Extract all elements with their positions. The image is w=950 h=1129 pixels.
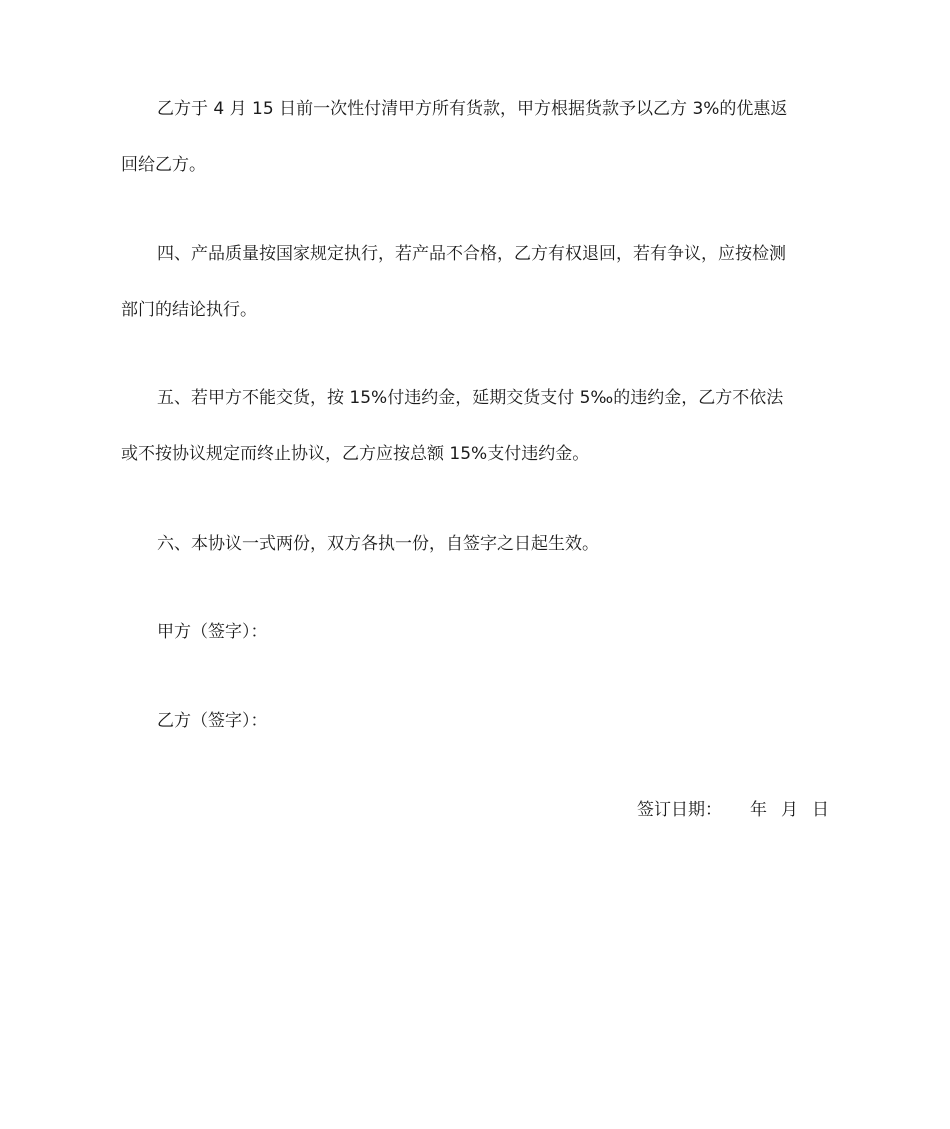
clause-penalty-line-1: 五、若甲方不能交货，按 15%付违约金，延期交货支付 5‰的违约金，乙方不依法 (157, 388, 784, 408)
signing-date-year: 年 (750, 800, 767, 820)
party-a-signature-label: 甲方（签字）： (157, 622, 268, 642)
clause-payment-line-2: 回给乙方。 (121, 155, 206, 175)
signing-date (637, 798, 829, 822)
clause-penalty-line-2: 或不按协议规定而终止协议，乙方应按总额 15%支付违约金。 (121, 444, 590, 464)
signing-date-label: 签订日期： (637, 800, 722, 820)
clause-effective-line-1: 六、本协议一式两份，双方各执一份，自签字之日起生效。 (157, 534, 599, 554)
clause-quality-line-1: 四、产品质量按国家规定执行，若产品不合格，乙方有权退回，若有争议，应按检测 (157, 244, 786, 264)
signing-date-month: 月 (781, 800, 798, 820)
clause-quality-line-2: 部门的结论执行。 (121, 300, 257, 320)
signing-date-day: 日 (812, 800, 829, 820)
clause-payment-line-1: 乙方于 4 月 15 日前一次性付清甲方所有货款，甲方根据货款予以乙方 3%的优惠返 (157, 99, 788, 119)
party-b-signature-label: 乙方（签字）： (157, 711, 268, 731)
